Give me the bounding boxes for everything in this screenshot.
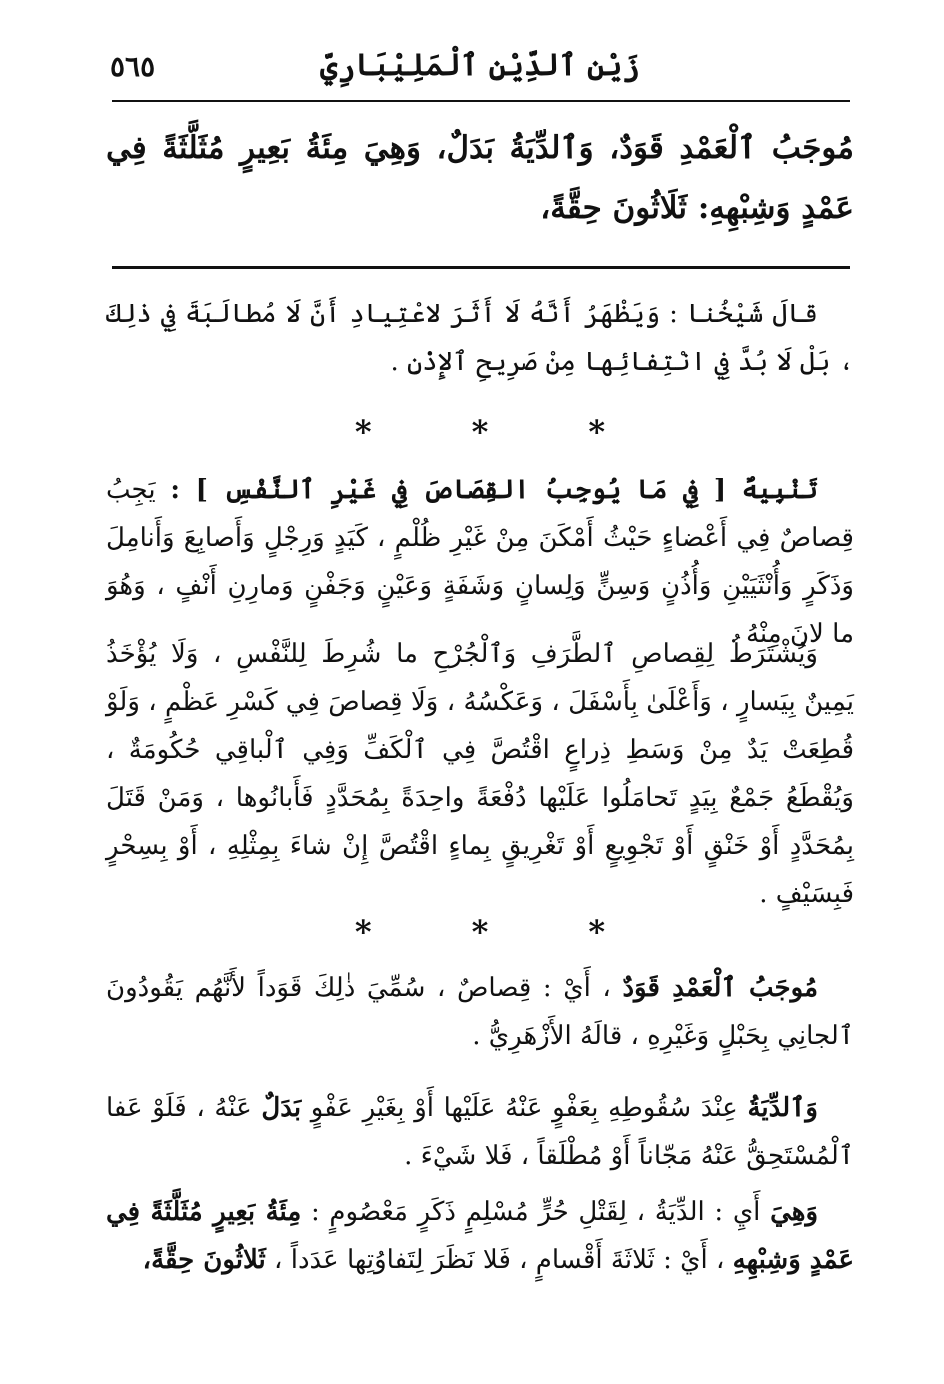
asterisk-icon: * bbox=[354, 413, 372, 451]
header-rule bbox=[112, 100, 850, 102]
matn-quote: ثَلاثُونَ حِقَّةً، bbox=[142, 1245, 266, 1275]
sharh-paragraph-3: وَيُشْتَرَطُ لِقِصاصِ ٱلطَّرَفِ وَٱلْجُرْحِ ما شُرِطَ لِلنَّفْسِ ، وَلَا يُؤْخَذُ يَمِينٌ بِيَسارٍ ، وَأَعْلَىٰ بِأَسْفَلَ ، وَعَكْسُهُ ، وَلَا قِصاصَ فِي كَسْرِ عَظْمٍ ، وَلَوْ قُطِعَتْ يَدٌ مِنْ وَسَطِ ذِراعٍ اقْتُصَّ فِي ٱلْكَفِّ وَفِي ٱلْباقِي حُكُومَةٌ ، وَيُقْطَعُ جَمْعٌ بِيَدٍ تَحامَلُوا عَلَيْها دُفْعَةً واحِدَةً بِمُحَدَّدٍ فَأَبانُوها ، وَمَنْ قَتَلَ بِمُحَدَّدٍ أَوْ خَنْقٍ أَوْ تَجْوِيعٍ أَوْ تَغْرِيقٍ بِماءٍ اقْتُصَّ إِنْ شاءَ بِمِثْلِهِ ، أَوْ بِسِحْرٍ فَبِسَيْفٍ . bbox=[106, 639, 854, 909]
matn-quote: مِئَةُ بَعِيرٍ مُثَلَّثَةً فِي عَمْدٍ وَشِبْهِهِ bbox=[106, 1197, 854, 1275]
matn-text: مُوجَبُ ٱلْعَمْدِ قَوَدٌ، وَٱلدِّيَةُ بَدَلٌ، وَهِيَ مِئَةُ بَعِيرٍ مُثَلَّثَةً فِي عَمْدٍ وَشِبْهِهِ: ثَلَاثُونَ حِقَّةً، bbox=[106, 130, 854, 226]
tanbih-heading: تَنْبِيهٌ [ فِي مَا يُوجِبُ القِصَاصَ فِي غَيْرِ ٱلنَّفْسِ ] : bbox=[170, 475, 818, 505]
matn-sharh-divider bbox=[112, 266, 850, 269]
matn-quote: وَهِيَ bbox=[770, 1197, 818, 1227]
asterisk-icon: * bbox=[471, 913, 489, 951]
asterisk-icon: * bbox=[471, 413, 489, 451]
section-separator-1 bbox=[106, 412, 854, 452]
sharh-paragraph-6: وَهِيَ أَيِ : الدِّيَةُ ، لِقَتْلِ حُرٍّ مُسْلِمٍ ذَكَرٍ مَعْصُومٍ : مِئَةُ بَعِيرٍ مُثَلَّثَةً فِي عَمْدٍ وَشِبْهِهِ ، أَيْ : ثَلاثَةَ أَقْسامٍ ، فَلا نَظَرَ لِتَفاوُتِها عَدَداً ، ثَلاثُونَ حِقَّةً، bbox=[106, 1197, 854, 1275]
sharh-paragraph-5: وَٱلدِّيَةُ عِنْدَ سُقُوطِهِ بِعَفْوٍ عَنْهُ عَلَيْها أَوْ بِغَيْرِ عَفْوٍ بَدَلٌ عَنْهُ ، فَلَوْ عَفا ٱلْمُسْتَحِقُّ عَنْهُ مَجّاناً أَوْ مُطْلَقاً ، فَلا شَيْءَ . bbox=[106, 1093, 854, 1171]
page-number: ٥٦٥ bbox=[110, 50, 156, 83]
matn-quote: مُوجَبُ ٱلْعَمْدِ قَوَدٌ bbox=[622, 973, 818, 1003]
asterisk-icon: * bbox=[588, 413, 606, 451]
section-separator-2 bbox=[106, 912, 854, 952]
asterisk-icon: * bbox=[588, 913, 606, 951]
running-title: زَيْن ٱلدِّيْنِ ٱلْمَلِيْبَارِيّ bbox=[320, 48, 640, 83]
sharh-paragraph-4: مُوجَبُ ٱلْعَمْدِ قَوَدٌ ، أَيْ : قِصاصٌ ، سُمِّيَ ذٰلِكَ قَوَداً لأَنَّهُم يَقُودُونَ ٱلجانِي بِحَبْلٍ وَغَيْرِهِ ، قالَهُ الأَزْهَرِيُّ . bbox=[106, 973, 854, 1051]
sharh-paragraph-1: قالَ شَيْخُنا : وَيَظْهَرُ أَنَّهُ لَا أَثَرَ لاعْتِيادِ أَنَّ لَا مُطالَبَةَ فِي ذٰلِكَ ، بَلْ لَا بُدَّ فِي انْتِفائِها مِنْ صَرِيحِ ٱلإِذْنِ . bbox=[106, 299, 854, 377]
matn-quote: وَٱلدِّيَةُ bbox=[747, 1093, 818, 1123]
matn-quote: بَدَلٌ bbox=[261, 1093, 302, 1123]
page-header bbox=[110, 40, 850, 100]
sharh-paragraph-2: تَنْبِيهٌ [ فِي مَا يُوجِبُ القِصَاصَ فِي غَيْرِ ٱلنَّفْسِ ] : يَجِبُ قِصاصٌ فِي أَعْضاءٍ حَيْثُ أَمْكَنَ مِنْ غَيْرِ ظُلْمٍ ، كَيَدٍ وَرِجْلٍ وَأَصابِعَ وَأَنامِلَ وَذَكَرٍ وَأُنْثَيَيْنِ وَأُذُنٍ وَسِنٍّ وَلِسانٍ وَشَفَةٍ وَعَيْنٍ وَجَفْنٍ وَمارِنِ أَنْفٍ ، وَهُوَ ما لانَ مِنْهُ . bbox=[106, 475, 854, 649]
asterisk-icon: * bbox=[354, 913, 372, 951]
